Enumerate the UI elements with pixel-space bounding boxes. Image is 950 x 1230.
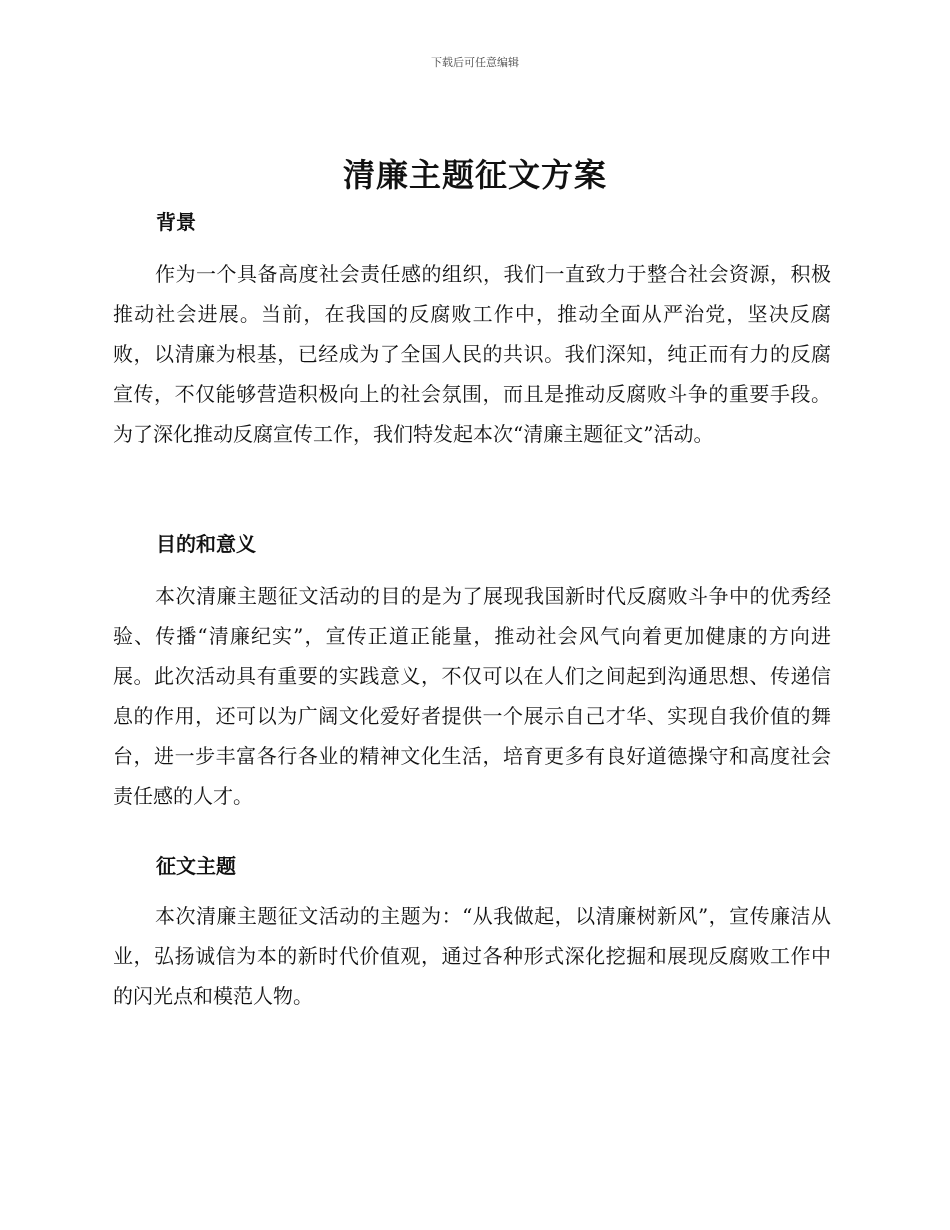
section-body-background: 作为一个具备高度社会责任感的组织，我们一直致力于整合社会资源，积极推动社会进展。当前，在我国的反腐败工作中，推动全面从严治党，坚决反腐败，以清廉为根基，已经成为了全国人民的共识。我们深知，纯正而有力的反腐宣传，不仅能够营造积极向上的社会氛围，而且是推动反腐败斗争的重要手段。为了深化推动反腐宣传工作，我们特发起本次“清廉主题征文”活动。 bbox=[113, 262, 831, 446]
header-note: 下载后可任意编辑 bbox=[431, 56, 519, 69]
section-body-purpose: 本次清廉主题征文活动的目的是为了展现我国新时代反腐败斗争中的优秀经验、传播“清廉纪实”，宣传正道正能量，推动社会风气向着更加健康的方向进展。此次活动具有重要的实践意义，不仅可以在人们之间起到沟通思想、传递信息的作用，还可以为广阔文化爱好者提供一个展示自己才华、实现自我价值的舞台，进一步丰富各行各业的精神文化生活，培育更多有良好道德操守和高度社会责任感的人才。 bbox=[113, 584, 831, 808]
section-body-theme: 本次清廉主题征文活动的主题为：“从我做起，以清廉树新风”，宣传廉洁从业，弘扬诚信为本的新时代价值观，通过各种形式深化挖掘和展现反腐败工作中的闪光点和模范人物。 bbox=[113, 904, 831, 1008]
section-heading-background: 背景 bbox=[156, 210, 196, 234]
section-heading-theme: 征文主题 bbox=[156, 854, 236, 878]
document-title: 清廉主题征文方案 bbox=[342, 156, 607, 194]
section-heading-purpose: 目的和意义 bbox=[156, 532, 256, 556]
